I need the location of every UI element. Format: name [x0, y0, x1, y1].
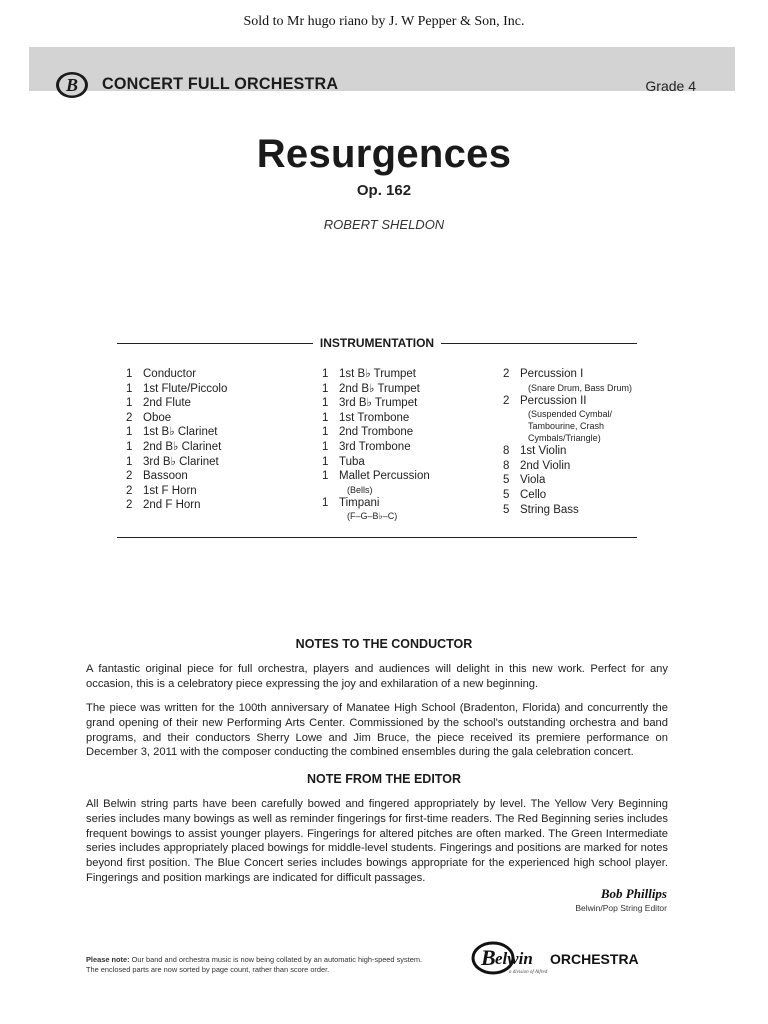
instrument-row — [322, 367, 430, 382]
editor-paragraph: All Belwin string parts have been carefully bowed and fingered appropriately by level. The Yellow Very Beginning series includes many bowings as well as reminder fingerings for first-time readers. The Red Beginning series includes frequent bowings to assist younger players. Fingerings for altered pitches are often marked. The Green Intermediate series includes appropriately placed bowings for middle-level students. Fingerings and positions are marked for notes beyond first position. The Blue Concert series includes bowings appropriate for the experienced high school player. Fingerings and position markings are indicated for difficult passages. — [86, 798, 668, 884]
series-title: CONCERT FULL ORCHESTRA — [102, 74, 339, 93]
instrument-quantity: 1 — [126, 426, 133, 439]
instrument-quantity: 1 — [322, 470, 329, 483]
instrument-quantity: 1 — [322, 440, 329, 453]
footer-note-label: Please note: — [86, 955, 130, 964]
instrument-row — [126, 440, 227, 455]
instrument-name: 2nd B♭ Clarinet — [143, 440, 222, 453]
instrument-quantity: 2 — [126, 470, 133, 483]
instrumentation-rule-bottom — [117, 537, 637, 538]
instrument-row — [322, 469, 430, 484]
instrument-quantity: 1 — [322, 411, 329, 424]
instrument-name: Mallet Percussion — [339, 470, 430, 483]
instrument-name: Percussion II — [520, 394, 587, 407]
svg-text:B: B — [65, 75, 79, 95]
instrument-name: Viola — [520, 474, 546, 487]
instrument-quantity: 1 — [126, 382, 133, 395]
instrument-detail: (Snare Drum, Bass Drum) — [528, 382, 633, 393]
instrument-name: 3rd Trombone — [339, 440, 411, 453]
instrument-row — [126, 455, 227, 470]
footer-note-line-1: Our band and orchestra music is now being collated by an automatic high-speed system. — [129, 955, 423, 964]
footer-note-line-2: The enclosed parts are now sorted by page count, rather than score order. — [86, 965, 330, 974]
instrument-quantity: 2 — [503, 394, 510, 407]
work-title: Resurgences — [256, 132, 512, 176]
instrument-quantity: 1 — [126, 368, 133, 380]
instrument-name: Oboe — [143, 411, 172, 424]
instrument-quantity: 5 — [503, 474, 510, 487]
editor-signature-title: Belwin/Pop String Editor — [575, 903, 667, 913]
instrument-quantity: 1 — [126, 455, 133, 468]
instrument-name: 2nd Flute — [143, 397, 191, 410]
instrument-detail: (Bells) — [347, 484, 373, 495]
instrumentation-column-2 — [322, 367, 430, 522]
instrument-row — [503, 473, 638, 488]
instrument-row — [322, 440, 430, 455]
footer-note — [86, 955, 422, 975]
instrument-row — [503, 394, 638, 409]
svg-text:a division of Alfred: a division of Alfred — [509, 970, 548, 975]
instrument-quantity: 1 — [322, 368, 329, 380]
instrument-quantity: 2 — [126, 411, 133, 424]
instrument-row — [126, 469, 227, 484]
svg-text:ORCHESTRA: ORCHESTRA — [550, 951, 639, 967]
notes-paragraph-2: The piece was written for the 100th anniversary of Manatee High School (Bradenton, Florida) and concurrently the grand opening of their new Performing Arts Center. Commissioned by the school's outstanding orchestra and band programs, and their conductors Sherry Lowe and Jim Bruce, the piece received its premiere performance on December 3, 2011 with the composer conducting the combined ensembles during the gala celebration concert. — [86, 702, 668, 759]
instrument-name: 1st Violin — [520, 445, 567, 458]
grade-label: Grade 4 — [645, 78, 696, 94]
instrument-quantity: 8 — [503, 445, 510, 458]
instrument-quantity: 1 — [322, 426, 329, 439]
editor-heading: NOTE FROM THE EDITOR — [307, 772, 461, 786]
opus-number: Op. 162 — [356, 182, 412, 199]
instrument-name: Conductor — [143, 368, 197, 380]
instrument-quantity: 2 — [126, 499, 133, 512]
instrument-row — [126, 396, 227, 411]
instrument-name: 1st Trombone — [339, 411, 410, 424]
instrument-name: 1st B♭ Clarinet — [143, 426, 218, 439]
instrumentation-column-3 — [503, 367, 638, 517]
composer-name: ROBERT SHELDON — [323, 217, 445, 232]
instrumentation-rule-right — [441, 343, 637, 344]
instrument-name: Bassoon — [143, 470, 188, 483]
svg-text:elwin: elwin — [495, 949, 533, 968]
instrument-quantity: 2 — [126, 484, 133, 497]
instrument-name: 1st F Horn — [143, 484, 197, 497]
instrumentation-heading: INSTRUMENTATION — [319, 336, 435, 350]
instrumentation-rule-left — [117, 343, 313, 344]
instrument-quantity: 1 — [322, 397, 329, 410]
sold-to-line: Sold to Mr hugo riano by J. W Pepper & Son, Inc. — [243, 14, 525, 29]
instrument-name: Percussion I — [520, 368, 584, 380]
instrument-quantity: 1 — [126, 397, 133, 410]
instrument-name: 2nd Trombone — [339, 426, 414, 439]
instrument-quantity: 5 — [503, 488, 510, 501]
svg-text:B: B — [481, 945, 496, 970]
instrument-name: Timpani — [339, 496, 380, 509]
instrument-name: 2nd B♭ Trumpet — [339, 382, 420, 395]
instrument-name: Tuba — [339, 455, 365, 468]
instrument-row — [322, 455, 430, 470]
instrument-quantity: 8 — [503, 459, 510, 472]
belwin-b-logo-icon — [54, 70, 94, 100]
instrument-name: String Bass — [520, 503, 579, 516]
instrument-row — [503, 444, 638, 459]
instrument-row — [126, 498, 227, 513]
instrument-name: 1st Flute/Piccolo — [143, 382, 228, 395]
instrument-row — [322, 411, 430, 426]
instrument-row — [322, 425, 430, 440]
editor-signature: Bob Phillips — [600, 886, 667, 901]
instrument-row — [126, 484, 227, 499]
instrument-row — [126, 425, 227, 440]
instrument-quantity: 2 — [503, 368, 510, 380]
instrument-row — [503, 367, 638, 382]
instrument-name: 3rd B♭ Clarinet — [143, 455, 219, 468]
instrument-quantity: 1 — [322, 455, 329, 468]
instrument-quantity: 5 — [503, 503, 510, 516]
notes-paragraph-1: A fantastic original piece for full orchestra, players and audiences will delight in this new work. Perfect for any occasion, this is a celebratory piece expressing the joy and exhilaration of a new beginning. — [86, 663, 668, 690]
notes-heading: NOTES TO THE CONDUCTOR — [295, 637, 473, 651]
instrument-row — [126, 411, 227, 426]
belwin-orchestra-logo-icon — [471, 940, 671, 980]
instrument-row — [126, 367, 227, 382]
instrument-row — [503, 503, 638, 518]
instrument-row — [322, 382, 430, 397]
instrument-name: Cello — [520, 488, 547, 501]
instrument-name: 1st B♭ Trumpet — [339, 368, 417, 380]
instrument-name: 2nd Violin — [520, 459, 571, 472]
instrument-row — [322, 396, 430, 411]
instrument-detail: (Suspended Cymbal/ Tambourine, Crash Cymbals/Triangle) — [528, 409, 613, 444]
instrument-quantity: 1 — [322, 496, 329, 509]
instrument-name: 3rd B♭ Trumpet — [339, 397, 418, 410]
instrument-row — [503, 488, 638, 503]
instrument-detail: (F–G–B♭–C) — [347, 511, 398, 522]
instrument-row — [322, 496, 430, 511]
instrument-quantity: 1 — [126, 440, 133, 453]
instrument-row — [126, 382, 227, 397]
instrument-name: 2nd F Horn — [143, 499, 201, 512]
instrument-quantity: 1 — [322, 382, 329, 395]
instrument-row — [503, 459, 638, 474]
instrumentation-column-1 — [126, 367, 227, 513]
